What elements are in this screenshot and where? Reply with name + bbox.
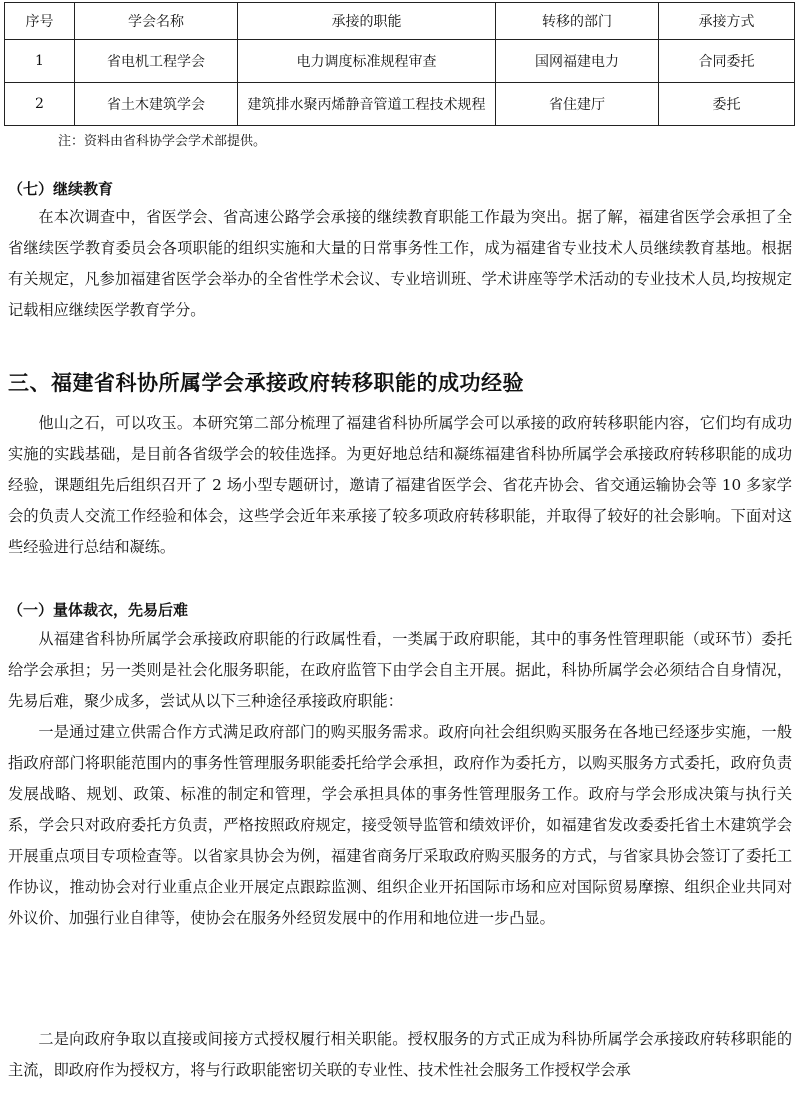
table-cell: 国网福建电力 [496,40,659,83]
subsection-heading: （一）量体裁衣，先易后难 [8,601,189,619]
paragraph-sub1-intro: 从福建省科协所属学会承接政府职能的行政属性看，一类属于政府职能，其中的事务性管理职能（或环节）委托给学会承担；另一类则是社会化服务职能，在政府监管下由学会自主开展。据此，科协所属学会必须结合自身情况，先易后难，聚少成多，尝试从以下三种途径承接政府职能： [8,630,792,710]
table-row [5,40,795,83]
table-cell: 省住建厅 [496,83,659,126]
table-cell: 2 [5,83,75,126]
header-cell-method: 承接方式 [659,3,795,40]
chapter-heading: 三、福建省科协所属学会承接政府转移职能的成功经验 [8,371,524,395]
table-note: 注：资料由省科协学会学术部提供。 [58,134,267,149]
table-header-row [5,3,795,40]
table-cell: 电力调度标准规程审查 [238,40,496,83]
paragraph-intro: 他山之石，可以攻玉。本研究第二部分梳理了福建省科协所属学会可以承接的政府转移职能内容，它们均有成功实施的实践基础，是目前各省级学会的较佳选择。为更好地总结和凝练福建省科协所属学会承接政府转移职能的成功经验，课题组先后组织召开了 2 场小型专题研讨，邀请了福建省医学会、省花卉协会、省交通运输协会等 10 多家学会的负责人交流工作经验和体会，这些学会近年来承接了较多项政府转移职能，并取得了较好的社会影响。下面对这些经验进行总结和凝练。 [8,414,792,556]
transfer-table [4,2,795,126]
table-cell: 省电机工程学会 [75,40,238,83]
header-cell-function: 承接的职能 [238,3,496,40]
table-cell: 省土木建筑学会 [75,83,238,126]
header-cell-index: 序号 [5,3,75,40]
paragraph-method-one: 一是通过建立供需合作方式满足政府部门的购买服务需求。政府向社会组织购买服务在各地已经逐步实施，一般指政府部门将职能范围内的事务性管理服务职能委托给学会承担，政府作为委托方，以购买服务方式委托，政府负责发展战略、规划、政策、标准的制定和管理，学会承担具体的事务性管理服务工作。政府与学会形成决策与执行关系，学会只对政府委托方负责，严格按照政府规定，接受领导监管和绩效评价，如福建省发改委委托省土木建筑学会开展重点项目专项检查等。以省家具协会为例，福建省商务厅采取政府购买服务的方式，与省家具协会签订了委托工作协议，推动协会对行业重点企业开展定点跟踪监测、组织企业开拓国际市场和应对国际贸易摩擦、组织企业共同对外议价、加强行业自律等，使协会在服务外经贸发展中的作用和地位进一步凸显。 [8,723,792,927]
table-cell: 1 [5,40,75,83]
table-cell: 委托 [659,83,795,126]
table-cell: 建筑排水聚丙烯静音管道工程技术规程 [238,83,496,126]
section-heading-continuing-education: （七）继续教育 [8,180,114,198]
paragraph-method-two: 二是向政府争取以直接或间接方式授权履行相关职能。授权服务的方式正成为科协所属学会承接政府转移职能的主流，即政府作为授权方，将与行政职能密切关联的专业性、技术性社会服务工作授权学会承 [8,1030,792,1079]
paragraph-continuing-education: 在本次调查中，省医学会、省高速公路学会承接的继续教育职能工作最为突出。据了解，福建省医学会承担了全省继续医学教育委员会各项职能的组织实施和大量的日常事务性工作，成为福建省专业技术人员继续教育基地。根据有关规定，凡参加福建省医学会举办的全省性学术会议、专业培训班、学术讲座等学术活动的专业技术人员,均按规定记载相应继续医学教育学分。 [8,208,792,319]
header-cell-department: 转移的部门 [496,3,659,40]
table-cell: 合同委托 [659,40,795,83]
header-cell-society: 学会名称 [75,3,238,40]
table-row [5,83,795,126]
